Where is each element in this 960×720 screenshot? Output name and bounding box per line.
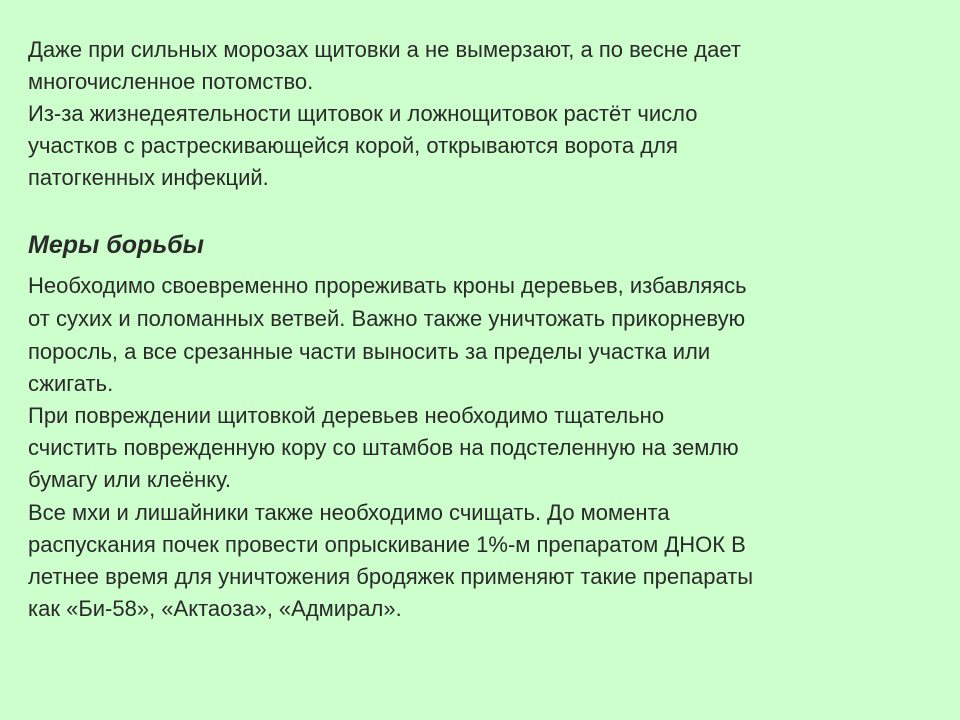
intro-line-3: Из-за жизнедеятельности щитовок и ложнощитовок растёт число — [28, 101, 698, 126]
body-line-3: поросль, а все срезанные части выносить за пределы участка или — [28, 339, 711, 364]
intro-line-1: Даже при сильных морозах щитовки а не вымерзают, а по весне дает — [28, 37, 741, 62]
body-line-8: Все мхи и лишайники также необходимо счищать. До момента — [28, 500, 670, 525]
body-line-5: При повреждении щитовкой деревьев необходимо тщательно — [28, 403, 665, 428]
intro-line-4: участков с растрескивающейся корой, открываются ворота для — [28, 133, 678, 158]
body-line-11: как «Би-58», «Актаоза», «Адмирал». — [28, 596, 402, 621]
section-heading: Меры борьбы — [28, 231, 204, 259]
intro-line-2: многочисленное потомство. — [28, 69, 314, 94]
body-line-2: от сухих и поломанных ветвей. Важно также уничтожать прикорневую — [28, 306, 746, 331]
body-line-6: счистить поврежденную кору со штамбов на подстеленную на землю — [28, 435, 739, 460]
body-line-1: Необходимо своевременно прореживать кроны деревьев, избавляясь — [28, 273, 747, 298]
body-line-4: сжигать. — [28, 371, 114, 396]
intro-line-5: патогкенных инфекций. — [28, 165, 269, 190]
body-line-7: бумагу или клеёнку. — [28, 467, 232, 492]
body-line-10: летнее время для уничтожения бродяжек применяют такие препараты — [28, 564, 754, 589]
body-line-9: распускания почек провести опрыскивание 1%-м препаратом ДНОК В — [28, 532, 746, 557]
